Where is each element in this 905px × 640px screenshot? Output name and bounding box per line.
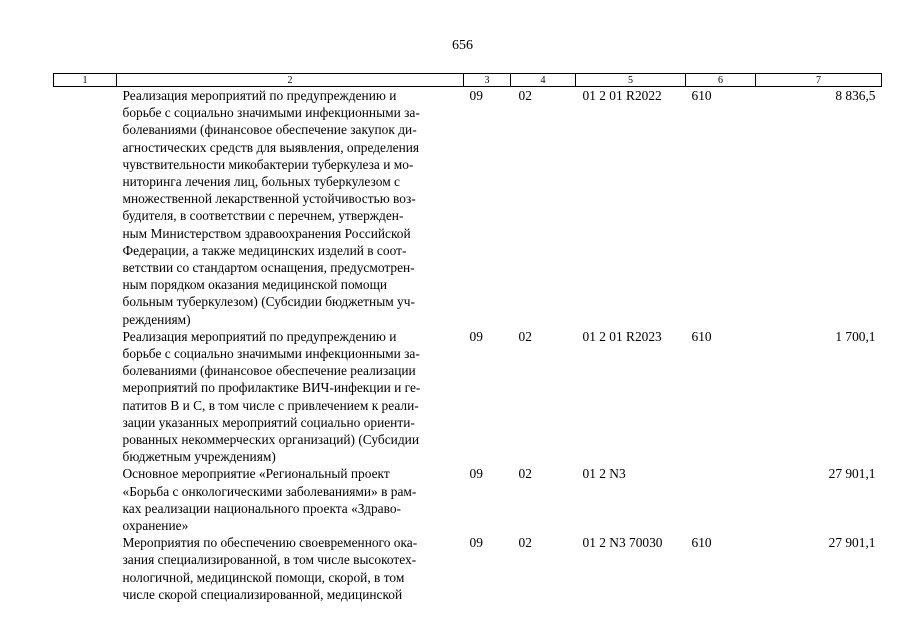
cell-description [117, 534, 464, 603]
description-line: Федерации, а также медицинских изделий в соот- [122, 242, 407, 258]
cell-expense-type: 610 [691, 88, 712, 103]
header-col-6: 6 [686, 74, 756, 87]
table-row [54, 534, 882, 603]
description-line: «Борьба с онкологическими заболеваниями» в рам- [122, 483, 417, 499]
header-row [54, 74, 882, 87]
description-line: ветствии со стандартом оснащения, предусмотрен- [122, 260, 415, 276]
cell-description [117, 465, 464, 534]
cell-target-article: 01 2 N3 [582, 466, 626, 482]
cell-amount: 1 700,1 [835, 328, 876, 344]
description-line: болеваниями (финансовое обеспечение реализации [122, 363, 416, 379]
description-line: чувствительности микобактерии туберкулеза и мо- [122, 156, 414, 172]
table-row [54, 465, 882, 534]
description-line: нологичной, медицинской помощи, скорой, в том [122, 569, 405, 585]
cell-col-1 [54, 328, 117, 466]
cell-subsection: 02 [518, 535, 532, 551]
description-line: патитов В и С, в том числе с привлечением к реали- [122, 397, 419, 413]
cell-expense-type [686, 465, 756, 534]
description-line: болеваниями (финансовое обеспечение закупок ди- [122, 122, 417, 138]
description-line: ках реализации национального проекта «Здраво- [122, 500, 402, 516]
cell-col-1 [54, 534, 117, 603]
cell-subsection: 02 [518, 328, 532, 344]
table-body [54, 87, 882, 604]
cell-section: 09 [469, 328, 483, 344]
cell-expense-type: 610 [691, 535, 712, 551]
description-line: ным порядком оказания медицинской помощи [122, 277, 388, 293]
cell-subsection: 02 [518, 466, 532, 482]
cell-description [117, 328, 464, 466]
page-number: 656 [452, 38, 473, 53]
description-line: больным туберкулезом) (Субсидии бюджетным уч- [122, 294, 415, 310]
table-row [54, 328, 882, 466]
cell-amount: 27 901,1 [828, 535, 876, 551]
header-col-4: 4 [511, 74, 576, 87]
description-line: числе скорой специализированной, медицинской [122, 586, 403, 602]
header-col-7: 7 [756, 74, 882, 87]
description-line: будителя, в соответствии с перечнем, утвержден- [122, 208, 404, 224]
cell-section: 09 [469, 535, 483, 551]
table-row [54, 87, 882, 328]
header-col-3: 3 [464, 74, 511, 87]
cell-target-article: 01 2 N3 70030 [582, 535, 663, 551]
header-col-2: 2 [117, 74, 464, 87]
cell-target-article: 01 2 01 R2023 [582, 328, 662, 344]
header-col-1: 1 [54, 74, 117, 87]
description-line: мероприятий по профилактике ВИЧ-инфекции и ге- [122, 380, 421, 396]
description-line: Мероприятия по обеспечению своевременного ока- [122, 535, 418, 551]
description-line: зации указанных мероприятий социально ориенти- [122, 414, 415, 430]
description-line: Реализация мероприятий по предупреждению и [122, 88, 397, 103]
description-line: ным Министерством здравоохранения Российской [122, 225, 411, 241]
budget-table [53, 73, 882, 603]
header-col-5: 5 [576, 74, 686, 87]
description-line: агностических средств для выявления, определения [122, 139, 420, 155]
description-line: Основное мероприятие «Региональный проект [122, 466, 390, 482]
cell-col-1 [54, 87, 117, 328]
description-line: реждениям) [122, 311, 191, 327]
cell-section: 09 [469, 466, 483, 482]
description-line: борьбе с социально значимыми инфекционными за- [122, 105, 420, 121]
description-line: борьбе с социально значимыми инфекционными за- [122, 346, 420, 362]
cell-col-1 [54, 465, 117, 534]
description-line: множественной лекарственной устойчивостью воз- [122, 191, 416, 207]
cell-amount: 27 901,1 [828, 466, 876, 482]
cell-subsection: 02 [518, 88, 532, 103]
description-line: рованных некоммерческих организаций) (Субсидии [122, 432, 419, 448]
cell-amount: 8 836,5 [835, 88, 876, 103]
cell-section: 09 [469, 88, 483, 103]
cell-target-article: 01 2 01 R2022 [582, 88, 662, 103]
description-line: ниторинга лечения лиц, больных туберкулезом с [122, 174, 400, 190]
cell-expense-type: 610 [691, 328, 712, 344]
cell-description [117, 87, 464, 328]
description-line: бюджетным учреждениям) [122, 449, 276, 465]
description-line: охранение» [122, 518, 189, 534]
description-line: зания специализированной, в том числе высокотех- [122, 552, 417, 568]
description-line: Реализация мероприятий по предупреждению и [122, 328, 397, 344]
